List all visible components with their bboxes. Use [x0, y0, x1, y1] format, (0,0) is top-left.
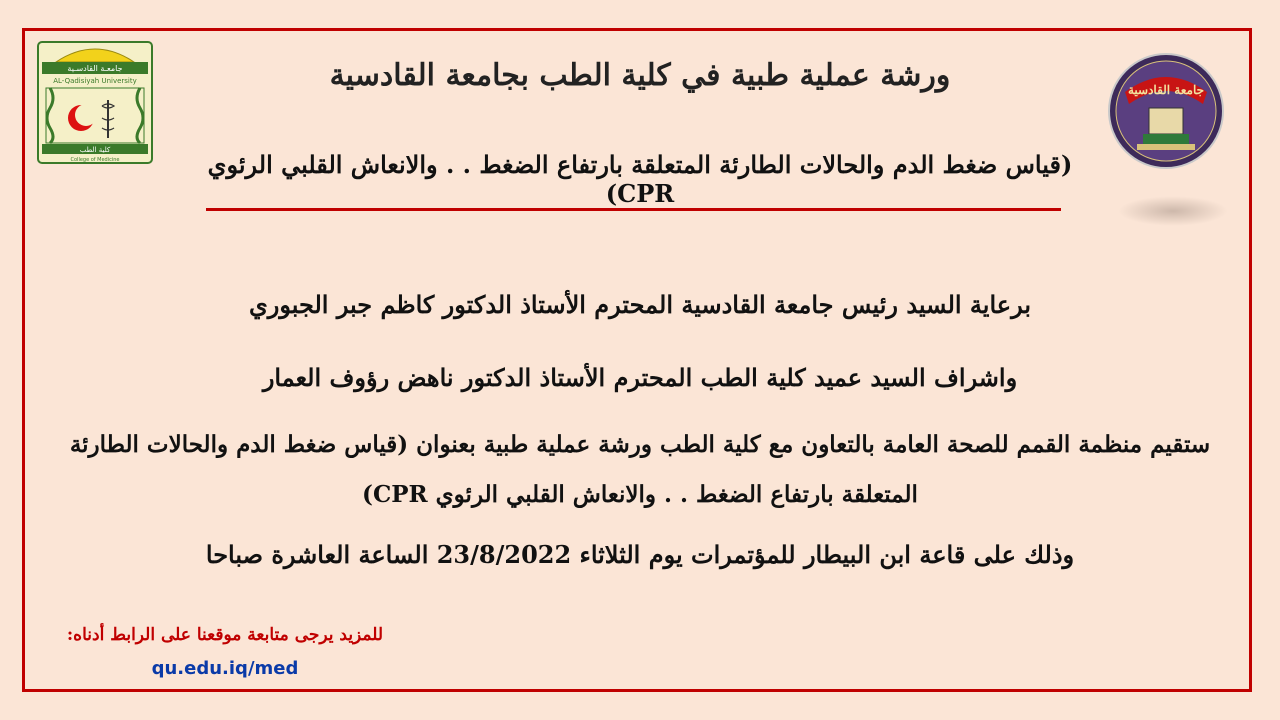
college-of-medicine-logo: [36, 40, 154, 165]
website-link[interactable]: qu.edu.iq/med: [151, 658, 299, 679]
page-frame: [22, 28, 1252, 692]
supervision-line: واشراف السيد عميد كلية الطب المحترم الأستاذ الدكتور ناهض رؤوف العمار: [262, 363, 1018, 392]
logo-left-bottom: كلية الطب: [79, 146, 111, 154]
logo-left-title: جامعـة القادسـية: [67, 64, 123, 73]
logo-left-bottom-en: College of Medicine: [70, 157, 120, 163]
venue-date-line: وذلك على قاعة ابن البيطار للمؤتمرات يوم الثلاثاء 23/8/2022 الساعة العاشرة صباحا: [205, 540, 1075, 569]
logo-shadow: [1118, 196, 1228, 226]
page-subtitle: (قياس ضغط الدم والحالات الطارئة المتعلقة بارتفاع الضغط . . والانعاش القلبي الرئوي CPR): [207, 150, 1073, 208]
title-divider: [206, 208, 1061, 211]
university-logo: [1107, 52, 1225, 170]
more-info-label: للمزيد يرجى متابعة موقعنا على الرابط أدناه:: [66, 625, 384, 645]
logo-right-title: جامعة القادسية: [1127, 83, 1205, 97]
logo-left-en: AL-Qadisiyah University: [53, 77, 137, 85]
page-title: ورشة عملية طبية في كلية الطب بجامعة القادسية: [329, 58, 951, 93]
patronage-line: برعاية السيد رئيس جامعة القادسية المحترم الأستاذ الدكتور كاظم جبر الجبوري: [248, 290, 1032, 319]
workshop-description: ستقيم منظمة القمم للصحة العامة بالتعاون مع كلية الطب ورشة عملية طبية بعنوان (قياس ضغط الدم والحالات الطارئة المتعلقة بارتفاع الضغط . . والانعاش القلبي الرئوي CPR): [69, 431, 1211, 508]
